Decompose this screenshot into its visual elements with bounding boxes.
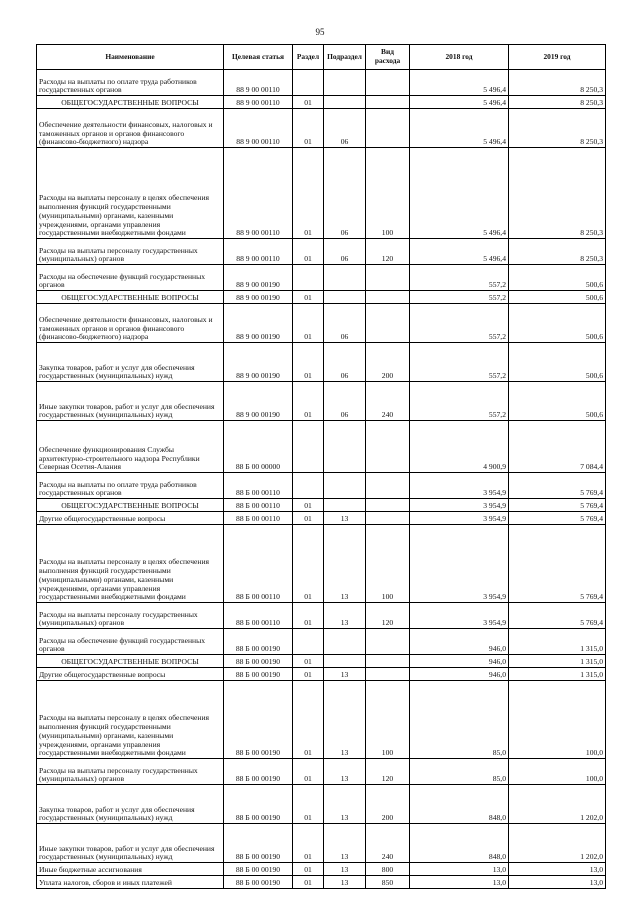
section-cell: 01 bbox=[293, 876, 324, 889]
row-name-cell: Обеспечение деятельности финансовых, налоговых и таможенных органов и органов финансового (финансово-бюджетного) надзора bbox=[37, 109, 224, 148]
subsection-cell bbox=[324, 70, 366, 96]
amount-2019-cell: 1 315,0 bbox=[509, 668, 606, 681]
amount-2019-cell: 500,6 bbox=[509, 304, 606, 343]
section-cell: 01 bbox=[293, 512, 324, 525]
row-name-cell: Расходы на выплаты персоналу в целях обеспечения выполнения функций государственными (муниципальными) органами, казенными учреждениями, органами управления государственными внебюджетными фондами bbox=[37, 681, 224, 759]
target-article-cell: 88 9 00 00110 bbox=[224, 109, 293, 148]
subsection-cell: 06 bbox=[324, 148, 366, 239]
section-cell: 01 bbox=[293, 525, 324, 603]
section-cell: 01 bbox=[293, 343, 324, 382]
amount-2018-cell: 557,2 bbox=[410, 304, 509, 343]
expense-type-cell bbox=[366, 655, 410, 668]
row-name-cell: Иные бюджетные ассигнования bbox=[37, 863, 224, 876]
target-article-cell: 88 9 00 00110 bbox=[224, 239, 293, 265]
row-name-cell: Закупка товаров, работ и услуг для обеспечения государственных (муниципальных) нужд bbox=[37, 785, 224, 824]
expense-type-cell: 120 bbox=[366, 239, 410, 265]
row-name-cell: Расходы на выплаты персоналу государственных (муниципальных) органов bbox=[37, 603, 224, 629]
amount-2018-cell: 5 496,4 bbox=[410, 148, 509, 239]
amount-2019-cell: 500,6 bbox=[509, 343, 606, 382]
section-cell: 01 bbox=[293, 304, 324, 343]
section-cell: 01 bbox=[293, 603, 324, 629]
amount-2018-cell: 946,0 bbox=[410, 668, 509, 681]
amount-2019-cell: 8 250,3 bbox=[509, 70, 606, 96]
target-article-cell: 88 9 00 00190 bbox=[224, 265, 293, 291]
amount-2019-cell: 500,6 bbox=[509, 265, 606, 291]
amount-2019-cell: 5 769,4 bbox=[509, 512, 606, 525]
section-cell bbox=[293, 629, 324, 655]
target-article-cell: 88 Б 00 00110 bbox=[224, 525, 293, 603]
expense-type-cell bbox=[366, 421, 410, 473]
table-row bbox=[37, 629, 606, 655]
header-target-article: Целевая статья bbox=[224, 45, 293, 70]
amount-2018-cell: 3 954,9 bbox=[410, 499, 509, 512]
subsection-cell bbox=[324, 291, 366, 304]
subsection-cell bbox=[324, 499, 366, 512]
subsection-cell: 13 bbox=[324, 603, 366, 629]
amount-2018-cell: 3 954,9 bbox=[410, 603, 509, 629]
subsection-cell bbox=[324, 629, 366, 655]
table-row bbox=[37, 421, 606, 473]
target-article-cell: 88 9 00 00190 bbox=[224, 343, 293, 382]
amount-2018-cell: 557,2 bbox=[410, 291, 509, 304]
table-body bbox=[37, 70, 606, 889]
section-cell: 01 bbox=[293, 148, 324, 239]
expense-type-cell bbox=[366, 512, 410, 525]
section-cell: 01 bbox=[293, 96, 324, 109]
expense-type-cell bbox=[366, 304, 410, 343]
target-article-cell: 88 Б 00 00000 bbox=[224, 421, 293, 473]
section-cell: 01 bbox=[293, 759, 324, 785]
subsection-cell: 13 bbox=[324, 863, 366, 876]
amount-2018-cell: 5 496,4 bbox=[410, 96, 509, 109]
section-cell: 01 bbox=[293, 499, 324, 512]
table-row bbox=[37, 70, 606, 96]
amount-2019-cell: 5 769,4 bbox=[509, 499, 606, 512]
amount-2018-cell: 3 954,9 bbox=[410, 525, 509, 603]
amount-2018-cell: 557,2 bbox=[410, 382, 509, 421]
table-row bbox=[37, 863, 606, 876]
amount-2018-cell: 5 496,4 bbox=[410, 239, 509, 265]
section-cell: 01 bbox=[293, 668, 324, 681]
expense-type-cell bbox=[366, 265, 410, 291]
subsection-cell bbox=[324, 655, 366, 668]
table-row bbox=[37, 681, 606, 759]
amount-2018-cell: 946,0 bbox=[410, 629, 509, 655]
target-article-cell: 88 9 00 00190 bbox=[224, 382, 293, 421]
amount-2019-cell: 8 250,3 bbox=[509, 109, 606, 148]
expense-type-cell bbox=[366, 499, 410, 512]
subsection-cell: 13 bbox=[324, 681, 366, 759]
subsection-cell: 13 bbox=[324, 668, 366, 681]
amount-2019-cell: 7 084,4 bbox=[509, 421, 606, 473]
section-cell: 01 bbox=[293, 785, 324, 824]
target-article-cell: 88 Б 00 00110 bbox=[224, 603, 293, 629]
target-article-cell: 88 Б 00 00190 bbox=[224, 668, 293, 681]
table-row bbox=[37, 603, 606, 629]
section-cell: 01 bbox=[293, 681, 324, 759]
expense-type-cell bbox=[366, 109, 410, 148]
section-cell: 01 bbox=[293, 824, 324, 863]
subsection-cell: 13 bbox=[324, 759, 366, 785]
amount-2019-cell: 1 315,0 bbox=[509, 655, 606, 668]
amount-2018-cell: 13,0 bbox=[410, 863, 509, 876]
row-name-cell: ОБЩЕГОСУДАРСТВЕННЫЕ ВОПРОСЫ bbox=[37, 96, 224, 109]
row-name-cell: Иные закупки товаров, работ и услуг для обеспечения государственных (муниципальных) нужд bbox=[37, 824, 224, 863]
amount-2019-cell: 8 250,3 bbox=[509, 148, 606, 239]
table-row bbox=[37, 239, 606, 265]
section-cell: 01 bbox=[293, 291, 324, 304]
target-article-cell: 88 Б 00 00190 bbox=[224, 863, 293, 876]
target-article-cell: 88 Б 00 00190 bbox=[224, 655, 293, 668]
table-row bbox=[37, 499, 606, 512]
subsection-cell bbox=[324, 473, 366, 499]
expense-type-cell: 200 bbox=[366, 785, 410, 824]
amount-2018-cell: 5 496,4 bbox=[410, 109, 509, 148]
target-article-cell: 88 9 00 00190 bbox=[224, 304, 293, 343]
amount-2019-cell: 5 769,4 bbox=[509, 473, 606, 499]
amount-2019-cell: 1 202,0 bbox=[509, 785, 606, 824]
amount-2019-cell: 13,0 bbox=[509, 876, 606, 889]
section-cell bbox=[293, 70, 324, 96]
page-number: 95 bbox=[315, 27, 325, 37]
header-subsection: Подраздел bbox=[324, 45, 366, 70]
amount-2019-cell: 1 315,0 bbox=[509, 629, 606, 655]
budget-table bbox=[36, 44, 606, 889]
header-expense-type: Вид расхода bbox=[366, 45, 410, 70]
expense-type-cell bbox=[366, 96, 410, 109]
section-cell bbox=[293, 265, 324, 291]
expense-type-cell bbox=[366, 668, 410, 681]
amount-2019-cell: 100,0 bbox=[509, 759, 606, 785]
expense-type-cell bbox=[366, 473, 410, 499]
expense-type-cell: 100 bbox=[366, 681, 410, 759]
section-cell: 01 bbox=[293, 382, 324, 421]
target-article-cell: 88 Б 00 00110 bbox=[224, 512, 293, 525]
row-name-cell: Обеспечение функционирования Службы архитектурно-строительного надзора Республики Северная Осетия-Алания bbox=[37, 421, 224, 473]
amount-2018-cell: 848,0 bbox=[410, 785, 509, 824]
expense-type-cell: 120 bbox=[366, 759, 410, 785]
subsection-cell bbox=[324, 265, 366, 291]
expense-type-cell: 240 bbox=[366, 824, 410, 863]
row-name-cell: Расходы на обеспечение функций государственных органов bbox=[37, 629, 224, 655]
amount-2018-cell: 13,0 bbox=[410, 876, 509, 889]
subsection-cell: 06 bbox=[324, 109, 366, 148]
amount-2018-cell: 946,0 bbox=[410, 655, 509, 668]
expense-type-cell: 240 bbox=[366, 382, 410, 421]
target-article-cell: 88 9 00 00110 bbox=[224, 148, 293, 239]
amount-2018-cell: 3 954,9 bbox=[410, 473, 509, 499]
table-row bbox=[37, 512, 606, 525]
expense-type-cell: 100 bbox=[366, 148, 410, 239]
header-name: Наименование bbox=[37, 45, 224, 70]
target-article-cell: 88 Б 00 00190 bbox=[224, 876, 293, 889]
amount-2018-cell: 85,0 bbox=[410, 759, 509, 785]
expense-type-cell bbox=[366, 291, 410, 304]
table-row bbox=[37, 265, 606, 291]
target-article-cell: 88 Б 00 00190 bbox=[224, 629, 293, 655]
target-article-cell: 88 9 00 00110 bbox=[224, 70, 293, 96]
table-row bbox=[37, 96, 606, 109]
table-row bbox=[37, 655, 606, 668]
amount-2019-cell: 100,0 bbox=[509, 681, 606, 759]
subsection-cell: 06 bbox=[324, 382, 366, 421]
table-row bbox=[37, 291, 606, 304]
expense-type-cell: 100 bbox=[366, 525, 410, 603]
amount-2018-cell: 3 954,9 bbox=[410, 512, 509, 525]
expense-type-cell bbox=[366, 70, 410, 96]
amount-2018-cell: 85,0 bbox=[410, 681, 509, 759]
section-cell: 01 bbox=[293, 109, 324, 148]
table-row bbox=[37, 148, 606, 239]
row-name-cell: Расходы на выплаты персоналу государственных (муниципальных) органов bbox=[37, 759, 224, 785]
row-name-cell: Расходы на выплаты персоналу государственных (муниципальных) органов bbox=[37, 239, 224, 265]
row-name-cell: Уплата налогов, сборов и иных платежей bbox=[37, 876, 224, 889]
amount-2018-cell: 848,0 bbox=[410, 824, 509, 863]
amount-2018-cell: 5 496,4 bbox=[410, 70, 509, 96]
table-row bbox=[37, 876, 606, 889]
subsection-cell bbox=[324, 421, 366, 473]
expense-type-cell: 800 bbox=[366, 863, 410, 876]
expense-type-cell: 850 bbox=[366, 876, 410, 889]
target-article-cell: 88 Б 00 00110 bbox=[224, 473, 293, 499]
row-name-cell: Другие общегосударственные вопросы bbox=[37, 668, 224, 681]
expense-type-cell bbox=[366, 629, 410, 655]
table-row bbox=[37, 824, 606, 863]
subsection-cell bbox=[324, 96, 366, 109]
section-cell bbox=[293, 421, 324, 473]
header-section: Раздел bbox=[293, 45, 324, 70]
table-row bbox=[37, 525, 606, 603]
table-row bbox=[37, 109, 606, 148]
amount-2018-cell: 557,2 bbox=[410, 265, 509, 291]
subsection-cell: 13 bbox=[324, 824, 366, 863]
row-name-cell: ОБЩЕГОСУДАРСТВЕННЫЕ ВОПРОСЫ bbox=[37, 655, 224, 668]
table-row bbox=[37, 382, 606, 421]
row-name-cell: Расходы на выплаты персоналу в целях обеспечения выполнения функций государственными (муниципальными) органами, казенными учреждениями, органами управления государственными внебюджетными фондами bbox=[37, 525, 224, 603]
subsection-cell: 13 bbox=[324, 876, 366, 889]
row-name-cell: Расходы на выплаты по оплате труда работников государственных органов bbox=[37, 473, 224, 499]
table-row bbox=[37, 759, 606, 785]
subsection-cell: 13 bbox=[324, 785, 366, 824]
subsection-cell: 06 bbox=[324, 304, 366, 343]
amount-2019-cell: 8 250,3 bbox=[509, 239, 606, 265]
row-name-cell: Расходы на выплаты персоналу в целях обеспечения выполнения функций государственными (муниципальными) органами, казенными учреждениями, органами управления государственными внебюджетными фондами bbox=[37, 148, 224, 239]
section-cell: 01 bbox=[293, 655, 324, 668]
amount-2019-cell: 5 769,4 bbox=[509, 525, 606, 603]
table-row bbox=[37, 473, 606, 499]
row-name-cell: Закупка товаров, работ и услуг для обеспечения государственных (муниципальных) нужд bbox=[37, 343, 224, 382]
row-name-cell: ОБЩЕГОСУДАРСТВЕННЫЕ ВОПРОСЫ bbox=[37, 291, 224, 304]
subsection-cell: 13 bbox=[324, 512, 366, 525]
amount-2018-cell: 557,2 bbox=[410, 343, 509, 382]
amount-2019-cell: 13,0 bbox=[509, 863, 606, 876]
expense-type-cell: 120 bbox=[366, 603, 410, 629]
table-row bbox=[37, 785, 606, 824]
row-name-cell: Другие общегосударственные вопросы bbox=[37, 512, 224, 525]
header-row bbox=[37, 45, 606, 70]
table-row bbox=[37, 668, 606, 681]
row-name-cell: ОБЩЕГОСУДАРСТВЕННЫЕ ВОПРОСЫ bbox=[37, 499, 224, 512]
target-article-cell: 88 Б 00 00190 bbox=[224, 759, 293, 785]
table-row bbox=[37, 304, 606, 343]
target-article-cell: 88 Б 00 00190 bbox=[224, 824, 293, 863]
row-name-cell: Обеспечение деятельности финансовых, налоговых и таможенных органов и органов финансового (финансово-бюджетного) надзора bbox=[37, 304, 224, 343]
row-name-cell: Расходы на выплаты по оплате труда работников государственных органов bbox=[37, 70, 224, 96]
row-name-cell: Иные закупки товаров, работ и услуг для обеспечения государственных (муниципальных) нужд bbox=[37, 382, 224, 421]
section-cell: 01 bbox=[293, 239, 324, 265]
target-article-cell: 88 9 00 00110 bbox=[224, 96, 293, 109]
target-article-cell: 88 Б 00 00190 bbox=[224, 785, 293, 824]
section-cell bbox=[293, 473, 324, 499]
header-year-2018: 2018 год bbox=[410, 45, 509, 70]
section-cell: 01 bbox=[293, 863, 324, 876]
row-name-cell: Расходы на обеспечение функций государственных органов bbox=[37, 265, 224, 291]
subsection-cell: 06 bbox=[324, 343, 366, 382]
expense-type-cell: 200 bbox=[366, 343, 410, 382]
target-article-cell: 88 Б 00 00190 bbox=[224, 681, 293, 759]
table-row bbox=[37, 343, 606, 382]
amount-2018-cell: 4 900,9 bbox=[410, 421, 509, 473]
target-article-cell: 88 9 00 00190 bbox=[224, 291, 293, 304]
subsection-cell: 13 bbox=[324, 525, 366, 603]
amount-2019-cell: 500,6 bbox=[509, 291, 606, 304]
amount-2019-cell: 8 250,3 bbox=[509, 96, 606, 109]
amount-2019-cell: 1 202,0 bbox=[509, 824, 606, 863]
header-year-2019: 2019 год bbox=[509, 45, 606, 70]
amount-2019-cell: 500,6 bbox=[509, 382, 606, 421]
target-article-cell: 88 Б 00 00110 bbox=[224, 499, 293, 512]
subsection-cell: 06 bbox=[324, 239, 366, 265]
amount-2019-cell: 5 769,4 bbox=[509, 603, 606, 629]
